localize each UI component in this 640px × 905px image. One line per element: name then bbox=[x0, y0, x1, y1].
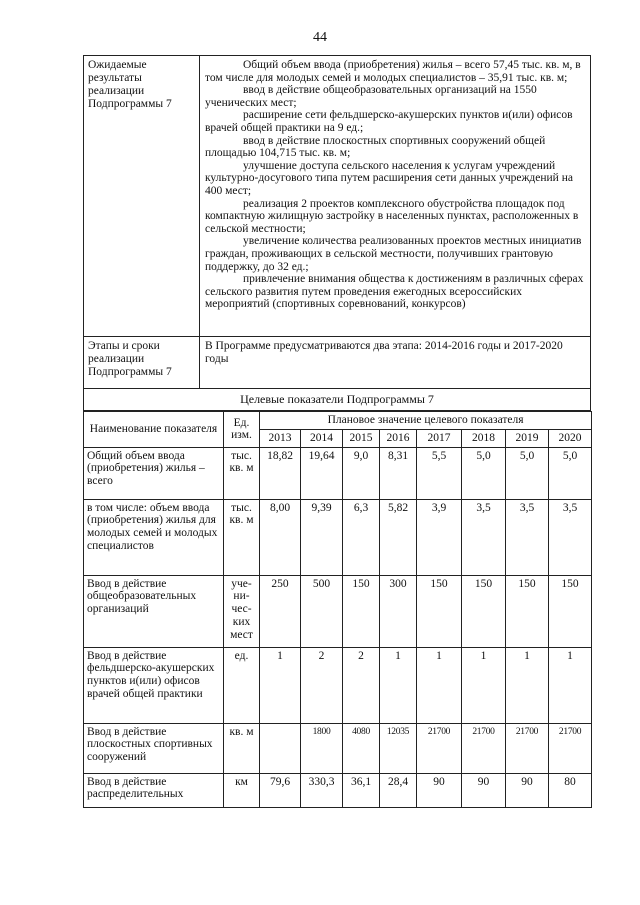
stages-section bbox=[83, 337, 591, 389]
row-value: 5,0 bbox=[506, 447, 549, 499]
page-number: 44 bbox=[313, 30, 327, 45]
result-paragraph: ввод в действие плоскостных спортивных сооружений общей площадью 104,715 тыс. кв. м; bbox=[205, 134, 546, 160]
col-header-plan: Плановое значение целевого показателя bbox=[260, 412, 592, 430]
result-paragraph: увеличение количества реализованных проектов местных инициатив граждан, проживающих в сельской местности, получивших грантовую поддержку, до 32 ед.; bbox=[205, 235, 582, 273]
row-value: 5,5 bbox=[417, 447, 462, 499]
expected-results-section bbox=[83, 55, 591, 337]
row-value: 5,0 bbox=[549, 447, 592, 499]
targets-table bbox=[83, 411, 592, 808]
row-value: 21700 bbox=[417, 723, 462, 773]
year-header: 2019 bbox=[506, 429, 549, 447]
row-value: 5,82 bbox=[380, 499, 417, 575]
year-header: 2016 bbox=[380, 429, 417, 447]
row-value: 3,5 bbox=[549, 499, 592, 575]
table-row bbox=[84, 773, 592, 807]
row-name: Ввод в действие плоскостных спортивных сооружений bbox=[84, 723, 224, 773]
row-value: 1 bbox=[260, 647, 301, 723]
row-value: 90 bbox=[506, 773, 549, 807]
year-header: 2015 bbox=[343, 429, 380, 447]
row-value: 150 bbox=[549, 575, 592, 647]
row-name: Ввод в действие распределительных bbox=[84, 773, 224, 807]
table-row bbox=[84, 499, 592, 575]
row-value: 1 bbox=[506, 647, 549, 723]
result-paragraph: ввод в действие общеобразовательных организаций на 1550 ученических мест; bbox=[205, 84, 537, 109]
row-value: 4080 bbox=[343, 723, 380, 773]
year-header: 2018 bbox=[462, 429, 506, 447]
row-value: 1 bbox=[380, 647, 417, 723]
year-header: 2020 bbox=[549, 429, 592, 447]
row-value: 3,9 bbox=[417, 499, 462, 575]
row-value: 5,0 bbox=[462, 447, 506, 499]
row-unit: км bbox=[224, 773, 260, 807]
stages-text: В Программе предусматриваются два этапа: 2014-2016 годы и 2017-2020 годы bbox=[205, 340, 563, 365]
row-value: 1800 bbox=[301, 723, 343, 773]
row-value: 150 bbox=[506, 575, 549, 647]
row-value: 150 bbox=[462, 575, 506, 647]
row-value: 6,3 bbox=[343, 499, 380, 575]
row-value: 2 bbox=[301, 647, 343, 723]
row-unit: тыс. кв. м bbox=[224, 447, 260, 499]
targets-title: Целевые показатели Подпрограммы 7 bbox=[83, 389, 591, 411]
expected-results-label: Ожидаемые результаты реализации Подпрограммы 7 bbox=[84, 56, 200, 336]
table-row bbox=[84, 647, 592, 723]
stages-label: Этапы и сроки реализации Подпрограммы 7 bbox=[84, 337, 200, 388]
row-value: 250 bbox=[260, 575, 301, 647]
row-value: 1 bbox=[462, 647, 506, 723]
row-value: 9,0 bbox=[343, 447, 380, 499]
row-value: 3,5 bbox=[506, 499, 549, 575]
row-unit: ед. bbox=[224, 647, 260, 723]
col-header-name: Наименование показателя bbox=[84, 412, 224, 448]
year-header: 2013 bbox=[260, 429, 301, 447]
year-header: 2017 bbox=[417, 429, 462, 447]
result-paragraph: улучшение доступа сельского населения к услугам учреждений культурно-досугового типа путем расширения сети данных учреждений на 400 мест; bbox=[205, 159, 573, 197]
expected-results-text bbox=[201, 56, 590, 336]
row-value: 21700 bbox=[506, 723, 549, 773]
table-row bbox=[84, 575, 592, 647]
table-header-row bbox=[84, 412, 592, 430]
row-value: 19,64 bbox=[301, 447, 343, 499]
row-value: 300 bbox=[380, 575, 417, 647]
result-paragraph: Общий объем ввода (приобретения) жилья – всего 57,45 тыс. кв. м, в том числе для молодых семей и молодых специалистов – 35,91 тыс. кв. м; bbox=[205, 59, 581, 84]
year-header: 2014 bbox=[301, 429, 343, 447]
row-unit: уче- ни- чес- ких мест bbox=[224, 575, 260, 647]
row-value: 21700 bbox=[549, 723, 592, 773]
result-paragraph: реализация 2 проектов комплексного обустройства площадок под компактную жилищную застройку в населенных пунктах, расположенных в сельской местности; bbox=[205, 197, 579, 235]
row-value: 90 bbox=[462, 773, 506, 807]
row-name: в том числе: объем ввода (приобретения) жилья для молодых семей и молодых специалистов bbox=[84, 499, 224, 575]
row-unit: тыс. кв. м bbox=[224, 499, 260, 575]
result-paragraph: расширение сети фельдшерско-акушерских пунктов и(или) офисов врачей общей практики на 9 ед.; bbox=[205, 109, 573, 134]
row-name: Общий объем ввода (приобретения) жилья – всего bbox=[84, 447, 224, 499]
row-value: 330,3 bbox=[301, 773, 343, 807]
row-value: 1 bbox=[549, 647, 592, 723]
row-value: 3,5 bbox=[462, 499, 506, 575]
row-value: 150 bbox=[417, 575, 462, 647]
row-value: 500 bbox=[301, 575, 343, 647]
row-value: 9,39 bbox=[301, 499, 343, 575]
row-value: 8,31 bbox=[380, 447, 417, 499]
row-name: Ввод в действие фельдшерско-акушерских пунктов и(или) офисов врачей общей практики bbox=[84, 647, 224, 723]
row-value: 90 bbox=[417, 773, 462, 807]
table-row bbox=[84, 447, 592, 499]
row-value: 1 bbox=[417, 647, 462, 723]
row-value: 36,1 bbox=[343, 773, 380, 807]
row-value: 8,00 bbox=[260, 499, 301, 575]
row-value: 18,82 bbox=[260, 447, 301, 499]
row-unit: кв. м bbox=[224, 723, 260, 773]
row-value: 2 bbox=[343, 647, 380, 723]
row-value bbox=[260, 723, 301, 773]
col-header-unit: Ед. изм. bbox=[224, 412, 260, 448]
row-value: 28,4 bbox=[380, 773, 417, 807]
table-row bbox=[84, 723, 592, 773]
row-value: 79,6 bbox=[260, 773, 301, 807]
row-value: 12035 bbox=[380, 723, 417, 773]
row-value: 80 bbox=[549, 773, 592, 807]
result-paragraph: привлечение внимания общества к достижениям в различных сферах сельского развития путем проведения ежегодных всероссийских мероприятий (спортивных соревнований, конкурсов) bbox=[205, 273, 584, 311]
row-value: 21700 bbox=[462, 723, 506, 773]
row-value: 150 bbox=[343, 575, 380, 647]
row-name: Ввод в действие общеобразовательных организаций bbox=[84, 575, 224, 647]
